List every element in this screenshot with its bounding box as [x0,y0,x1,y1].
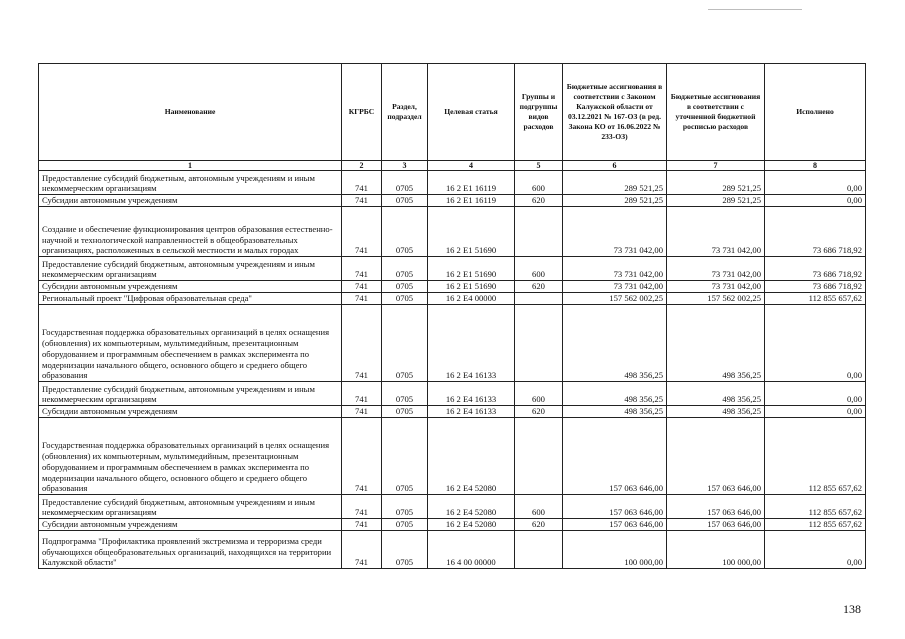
budget-table [38,63,866,569]
header-executed: Исполнено [765,64,866,161]
cell-expense-group: 620 [515,195,563,207]
table-row [39,171,866,195]
column-number: 8 [765,161,866,171]
table-row [39,207,866,257]
cell-section: 0705 [382,406,428,418]
cell-law-allocations: 73 731 042,00 [563,207,667,257]
cell-refined-allocations: 73 731 042,00 [667,281,765,293]
header-expense-group: Группы и подгруппы видов расходов [515,64,563,161]
cell-name: Подпрограмма "Профилактика проявлений экстремизма и терроризма среди обучающихся общеобразовательных организаций, находящихся на территории Калужской области" [39,531,342,569]
cell-executed: 0,00 [765,305,866,382]
cell-name: Субсидии автономным учреждениям [39,195,342,207]
cell-kgrbs: 741 [342,257,382,281]
table-row [39,195,866,207]
cell-name: Государственная поддержка образовательных организаций в целях оснащения (обновления) их компьютерным, мультимедийным, презентационным оборудованием и программным обеспечением в рамках эксперимента по модернизации начального общего, основного общего и среднего общего образования [39,418,342,495]
table-body [39,171,866,569]
column-number: 7 [667,161,765,171]
column-number: 1 [39,161,342,171]
cell-section: 0705 [382,171,428,195]
cell-kgrbs: 741 [342,305,382,382]
header-section: Раздел, подраздел [382,64,428,161]
cell-section: 0705 [382,531,428,569]
cell-law-allocations: 289 521,25 [563,195,667,207]
cell-section: 0705 [382,293,428,305]
cell-target-article: 16 2 E4 16133 [428,382,515,406]
cell-kgrbs: 741 [342,519,382,531]
table-row [39,305,866,382]
cell-name: Субсидии автономным учреждениям [39,281,342,293]
cell-section: 0705 [382,195,428,207]
cell-refined-allocations: 100 000,00 [667,531,765,569]
cell-section: 0705 [382,418,428,495]
cell-executed: 73 686 718,92 [765,207,866,257]
cell-refined-allocations: 498 356,25 [667,305,765,382]
header-name: Наименование [39,64,342,161]
cell-target-article: 16 2 E4 52080 [428,418,515,495]
cell-section: 0705 [382,382,428,406]
cell-law-allocations: 498 356,25 [563,305,667,382]
cell-name: Предоставление субсидий бюджетным, автономным учреждениям и иным некоммерческим организациям [39,257,342,281]
table-row [39,531,866,569]
cell-law-allocations: 157 063 646,00 [563,495,667,519]
cell-expense-group [515,418,563,495]
cell-expense-group: 620 [515,281,563,293]
cell-law-allocations: 157 063 646,00 [563,418,667,495]
cell-target-article: 16 2 E4 00000 [428,293,515,305]
cell-target-article: 16 2 E4 52080 [428,519,515,531]
column-number: 5 [515,161,563,171]
cell-name: Предоставление субсидий бюджетным, автономным учреждениям и иным некоммерческим организациям [39,495,342,519]
cell-kgrbs: 741 [342,531,382,569]
table-row [39,382,866,406]
cell-target-article: 16 2 E1 16119 [428,195,515,207]
cell-name: Субсидии автономным учреждениям [39,519,342,531]
cell-executed: 112 855 657,62 [765,495,866,519]
cell-law-allocations: 73 731 042,00 [563,257,667,281]
cell-kgrbs: 741 [342,293,382,305]
cell-section: 0705 [382,207,428,257]
cell-expense-group [515,531,563,569]
column-number: 4 [428,161,515,171]
table-row [39,418,866,495]
cell-section: 0705 [382,519,428,531]
cell-expense-group: 600 [515,257,563,281]
cell-expense-group: 600 [515,382,563,406]
cell-law-allocations: 100 000,00 [563,531,667,569]
header-target-article: Целевая статья [428,64,515,161]
cell-executed: 0,00 [765,171,866,195]
cell-expense-group: 620 [515,519,563,531]
cell-kgrbs: 741 [342,495,382,519]
cell-kgrbs: 741 [342,195,382,207]
cell-section: 0705 [382,257,428,281]
column-number: 6 [563,161,667,171]
cell-executed: 73 686 718,92 [765,257,866,281]
cell-law-allocations: 157 562 002,25 [563,293,667,305]
table-header [39,64,866,171]
cell-target-article: 16 4 00 00000 [428,531,515,569]
cell-refined-allocations: 157 063 646,00 [667,519,765,531]
cell-law-allocations: 157 063 646,00 [563,519,667,531]
cell-kgrbs: 741 [342,406,382,418]
cell-expense-group: 600 [515,171,563,195]
cell-target-article: 16 2 E1 51690 [428,257,515,281]
cell-refined-allocations: 289 521,25 [667,171,765,195]
cell-name: Создание и обеспечение функционирования центров образования естественно-научной и технологической направленностей в общеобразовательных организациях, расположенных в сельской местности и малых городах [39,207,342,257]
cell-refined-allocations: 73 731 042,00 [667,257,765,281]
cell-section: 0705 [382,495,428,519]
cell-law-allocations: 498 356,25 [563,382,667,406]
cell-law-allocations: 498 356,25 [563,406,667,418]
cell-executed: 73 686 718,92 [765,281,866,293]
cell-kgrbs: 741 [342,171,382,195]
cell-refined-allocations: 157 063 646,00 [667,495,765,519]
cell-refined-allocations: 73 731 042,00 [667,207,765,257]
cell-expense-group: 600 [515,495,563,519]
cell-executed: 112 855 657,62 [765,293,866,305]
cell-kgrbs: 741 [342,281,382,293]
column-number-row [39,161,866,171]
cell-expense-group [515,305,563,382]
column-number: 3 [382,161,428,171]
cell-executed: 112 855 657,62 [765,418,866,495]
table-row [39,281,866,293]
cell-expense-group [515,207,563,257]
cell-expense-group [515,293,563,305]
cell-target-article: 16 2 E4 16133 [428,305,515,382]
cell-target-article: 16 2 E4 52080 [428,495,515,519]
header-refined-allocations: Бюджетные ассигнования в соответствии с уточненной бюджетной росписью расходов [667,64,765,161]
cell-executed: 0,00 [765,406,866,418]
cell-kgrbs: 741 [342,382,382,406]
table-row [39,495,866,519]
table-row [39,519,866,531]
cell-name: Предоставление субсидий бюджетным, автономным учреждениям и иным некоммерческим организациям [39,382,342,406]
cell-executed: 0,00 [765,531,866,569]
cell-executed: 112 855 657,62 [765,519,866,531]
cell-law-allocations: 289 521,25 [563,171,667,195]
cell-law-allocations: 73 731 042,00 [563,281,667,293]
page-number: 138 [843,602,861,616]
cell-target-article: 16 2 E1 16119 [428,171,515,195]
cell-name: Региональный проект "Цифровая образовательная среда" [39,293,342,305]
cell-refined-allocations: 289 521,25 [667,195,765,207]
cell-name: Субсидии автономным учреждениям [39,406,342,418]
cell-expense-group: 620 [515,406,563,418]
table-row [39,406,866,418]
cell-refined-allocations: 498 356,25 [667,406,765,418]
header-law-allocations: Бюджетные ассигнования в соответствии с Законом Калужской области от 03.12.2021 № 167-ОЗ (в ред. Закона КО от 16.06.2022 № 233-ОЗ) [563,64,667,161]
cell-target-article: 16 2 E4 16133 [428,406,515,418]
table-row [39,293,866,305]
column-number: 2 [342,161,382,171]
top-rule [708,9,802,10]
header-kgrbs: КГРБС [342,64,382,161]
table-row [39,257,866,281]
cell-refined-allocations: 157 562 002,25 [667,293,765,305]
cell-section: 0705 [382,305,428,382]
cell-executed: 0,00 [765,195,866,207]
cell-section: 0705 [382,281,428,293]
cell-name: Государственная поддержка образовательных организаций в целях оснащения (обновления) их компьютерным, мультимедийным, презентационным оборудованием и программным обеспечением в рамках эксперимента по модернизации начального общего, основного общего и среднего общего образования [39,305,342,382]
cell-refined-allocations: 157 063 646,00 [667,418,765,495]
cell-kgrbs: 741 [342,418,382,495]
cell-name: Предоставление субсидий бюджетным, автономным учреждениям и иным некоммерческим организациям [39,171,342,195]
cell-refined-allocations: 498 356,25 [667,382,765,406]
header-row [39,64,866,161]
cell-target-article: 16 2 E1 51690 [428,207,515,257]
cell-executed: 0,00 [765,382,866,406]
cell-target-article: 16 2 E1 51690 [428,281,515,293]
cell-kgrbs: 741 [342,207,382,257]
